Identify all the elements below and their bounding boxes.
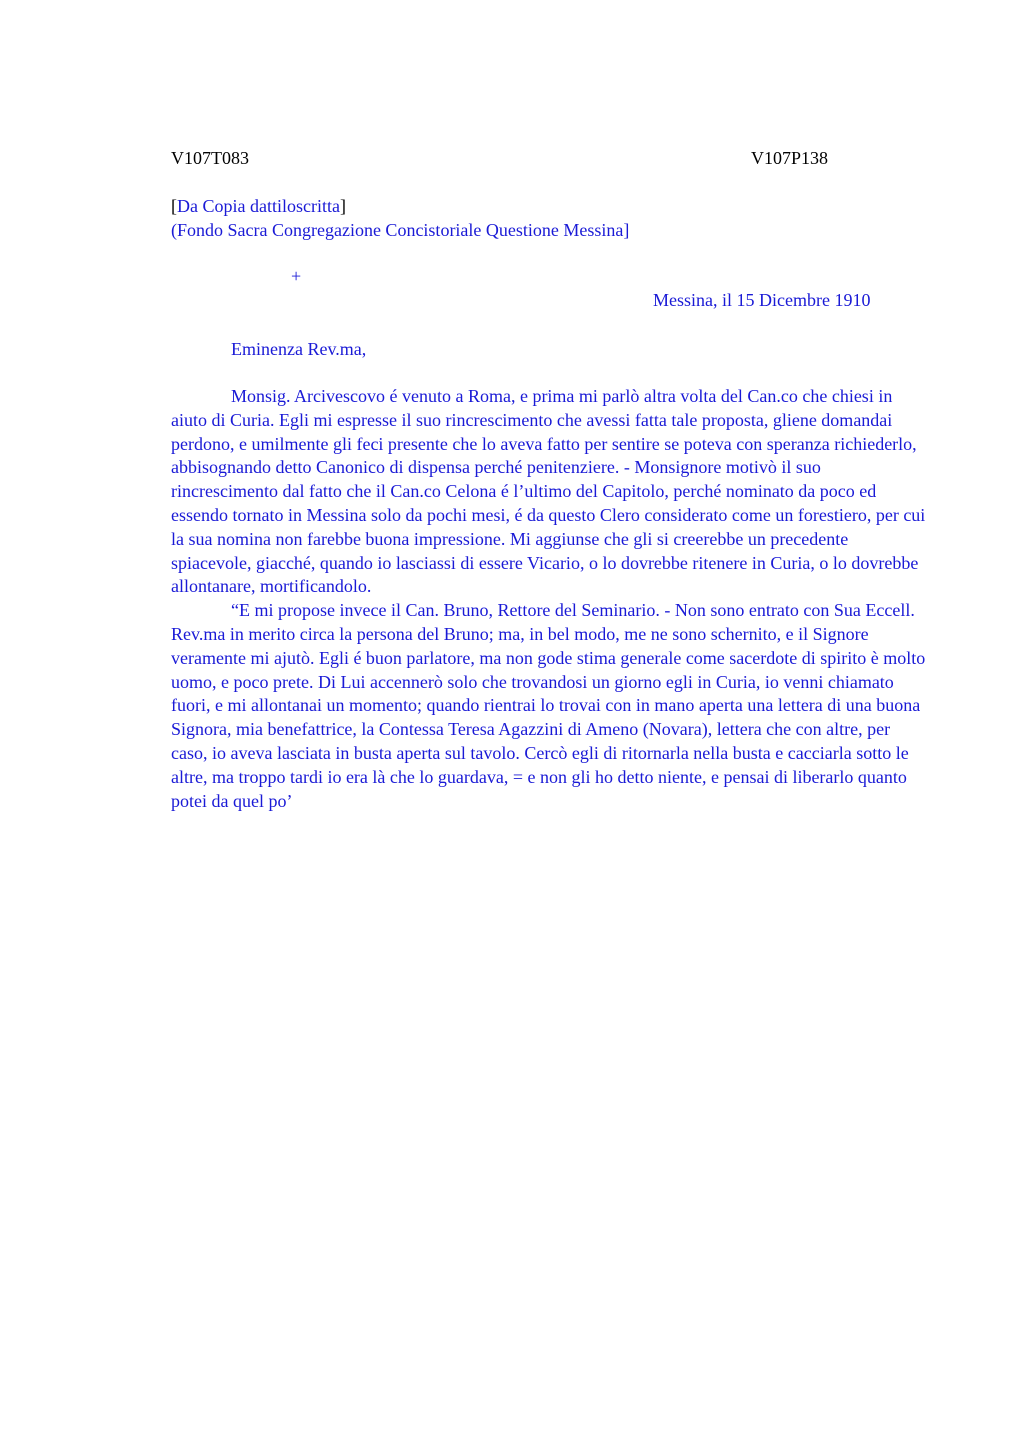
source-note <box>171 195 931 243</box>
document-code-right: V107P138 <box>751 148 829 168</box>
copy-note: Da Copia dattiloscritta <box>177 196 340 216</box>
copy-note-line <box>171 195 931 219</box>
salutation: Eminenza Rev.ma, <box>231 339 367 359</box>
letter-body <box>171 385 931 813</box>
cross-symbol: + <box>291 266 302 286</box>
place-date: Messina, il 15 Dicembre 1910 <box>653 290 871 310</box>
bracket-close: ] <box>339 196 346 216</box>
paragraph: Monsig. Arcivescovo é venuto a Roma, e prima mi parlò altra volta del Can.co che chiesi in aiuto di Curia. Egli mi espresse il suo rincrescimento che avessi fatta tale proposta, gliene domandai perdono, e umilmente gli feci presente che lo aveva fatto per sentire se poteva con speranza richiederlo, abbisognando detto Canonico di dispensa perché penitenziere. - Monsignore motivò il suo rincrescimento dal fatto che il Can.co Celona é l’ultimo del Capitolo, perché nominato da poco ed essendo tornato in Messina solo da pochi mesi, é da questo Clero considerato come un forestiero, per cui la sua nomina non farebbe buona impressione. Mi aggiunse che gli si creerebbe un precedente spiacevole, giacché, quando io lasciassi di essere Vicario, o lo dovrebbe ritenere in Curia, o lo dovrebbe allontanare, mortificandolo. <box>171 386 926 597</box>
bracket-open: [ <box>171 196 177 216</box>
fondo-note: (Fondo Sacra Congregazione Concistoriale Questione Messina] <box>171 219 630 240</box>
paragraph: “E mi propose invece il Can. Bruno, Rettore del Seminario. - Non sono entrato con Sua Eccell. Rev.ma in merito circa la persona del Bruno; ma, in bel modo, me ne sono schernito, e il Signore veramente mi ajutò. Egli é buon parlatore, ma non gode stima generale come sacerdote di spirito è molto uomo, e poco prete. Di Lui accennerò solo che trovandosi un giorno egli in Curia, io venni chiamato fuori, e mi allontanai un momento; quando rientrai lo trovai con in mano aperta una lettera di una buona Signora, mia benefattrice, la Contessa Teresa Agazzini di Ameno (Novara), lettera che con altre, per caso, io aveva lasciata in busta aperta sul tavolo. Cercò egli di ritornarla nella busta e cacciarla sotto le altre, ma troppo tardi io era là che lo guardava, = e non gli ho detto niente, e pensai di liberarlo quanto potei da quel po’ <box>171 600 926 811</box>
document-code-left: V107T083 <box>171 148 249 168</box>
